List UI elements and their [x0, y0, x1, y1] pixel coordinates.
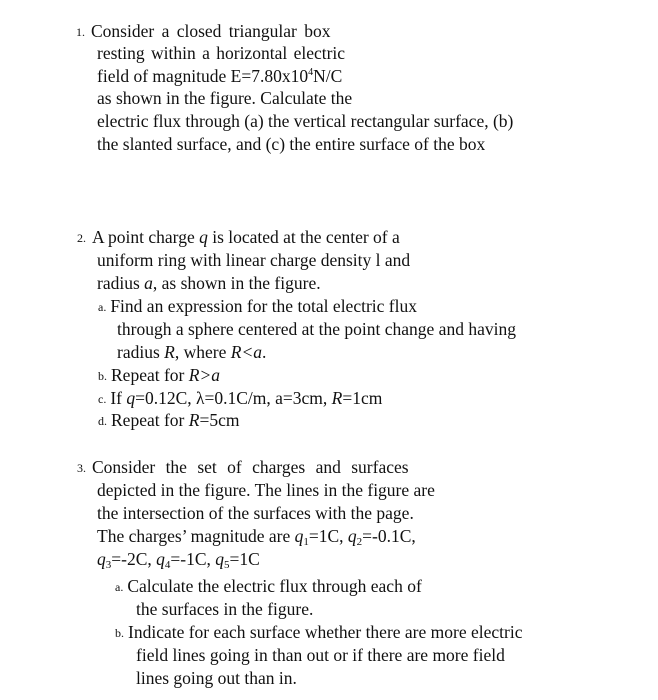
problem-1-line-3: [97, 65, 342, 87]
part-text: Indicate for each surface whether there are more electric: [128, 622, 523, 642]
problem-3-line-2: [97, 479, 435, 501]
var-q: q: [294, 526, 304, 546]
problem-3-number: 3.: [77, 461, 86, 475]
exponent: 4: [308, 67, 314, 78]
part-label: d.: [98, 414, 107, 428]
problem-3-text: =-0.1C,: [362, 526, 416, 546]
part-text: through a sphere centered at the point change and having: [117, 319, 516, 339]
part-label: c.: [98, 392, 107, 406]
part-label: a.: [98, 300, 107, 314]
part-text: .: [262, 342, 267, 362]
problem-1-line-6: [97, 133, 485, 155]
subscript: 4: [164, 559, 171, 571]
part-text: , where: [174, 342, 231, 362]
problem-1-text: the slanted surface, and (c) the entire surface of the box: [97, 134, 486, 154]
problem-3b-line-2: [136, 644, 505, 666]
var-q: q: [199, 227, 208, 247]
problem-2a-line-2: [117, 318, 516, 340]
problem-2d-line: [98, 409, 239, 432]
var-R: R: [331, 388, 343, 408]
problem-1-text: electric flux through (a) the vertical rectangular surface, (b): [97, 111, 514, 131]
part-text: field lines going in than out or if there are more field: [136, 645, 505, 665]
problem-2-line-2: [97, 249, 410, 271]
problem-1-field-text: field of magnitude E=7.80x10: [97, 66, 309, 86]
problem-3-text: =-2C,: [111, 549, 157, 569]
part-text: radius: [117, 342, 165, 362]
problem-2-text: is located at the center of a: [207, 227, 400, 247]
problem-2-text: A point charge: [92, 227, 200, 247]
problem-3a-line-2: [136, 598, 313, 620]
part-label: b.: [98, 369, 107, 383]
part-text: lines going out than in.: [136, 668, 297, 688]
subscript: 3: [105, 559, 112, 571]
part-text: Repeat for: [111, 365, 189, 385]
part-text: Find an expression for the total electric flux: [110, 296, 417, 316]
var-R: R: [188, 410, 200, 430]
problem-3-text: depicted in the figure. The lines in the figure are: [97, 480, 435, 500]
problem-3-text: The charges’ magnitude are: [97, 526, 295, 546]
var-q: q: [156, 549, 165, 569]
problem-3-line-4: [97, 525, 416, 547]
problem-2-number: 2.: [77, 231, 86, 245]
problem-2-line-3: [97, 272, 321, 294]
problem-3-text: =1C: [229, 549, 260, 569]
part-text: =5cm: [199, 410, 240, 430]
part-text: Calculate the electric flux through each of: [127, 576, 422, 596]
var-R: R: [164, 342, 175, 362]
problem-2-text: uniform ring with linear charge density l and: [97, 250, 411, 270]
problem-1-text: resting within a horizontal electric: [97, 43, 346, 63]
problem-2c-line: [98, 387, 382, 410]
problem-3b-line-3: [136, 667, 297, 689]
problem-2-text: radius: [97, 273, 145, 293]
problem-2-text: , as shown in the figure.: [152, 273, 321, 293]
problem-1-number: 1.: [76, 25, 85, 39]
var-q: q: [97, 549, 106, 569]
problem-1-text: as shown in the figure. Calculate the: [97, 88, 353, 108]
problem-3a-line-1: [115, 575, 422, 598]
problem-3-text: Consider the set of charges and surfaces: [92, 457, 409, 477]
var-q: q: [347, 526, 357, 546]
problem-1-text: Consider a closed triangular box: [91, 21, 331, 41]
subscript: 2: [356, 536, 363, 548]
part-text: Repeat for: [111, 410, 189, 430]
problem-2-line-1: [77, 226, 400, 249]
problem-3-text: the intersection of the surfaces with the page.: [97, 503, 414, 523]
problem-3-text: =-1C,: [170, 549, 216, 569]
problem-3-line-5: [97, 548, 260, 570]
subscript: 5: [224, 559, 230, 571]
problem-3b-line-1: [115, 621, 522, 644]
condition: R<a: [230, 342, 262, 362]
problem-2b-line: [98, 364, 220, 387]
problem-2a-line-3: [117, 341, 266, 363]
problem-1-line-1: [76, 20, 330, 43]
problem-3-text: =1C,: [308, 526, 348, 546]
var-q: q: [126, 388, 136, 408]
problem-3-line-1: [77, 456, 409, 479]
problem-2a-line-1: [98, 295, 417, 318]
condition: R>a: [188, 365, 220, 385]
part-text: If: [110, 388, 127, 408]
part-label: a.: [115, 580, 124, 594]
problem-3-line-3: [97, 502, 414, 524]
problem-1-line-5: [97, 110, 513, 132]
unit: N/C: [313, 66, 343, 86]
part-text: =1cm: [342, 388, 383, 408]
var-a: a: [144, 273, 153, 293]
part-label: b.: [115, 626, 124, 640]
problem-1-line-2: [97, 42, 345, 64]
part-text: =0.12C, λ=0.1C/m, a=3cm,: [135, 388, 332, 408]
subscript: 1: [303, 536, 309, 548]
var-q: q: [215, 549, 224, 569]
problem-1-line-4: [97, 87, 352, 109]
part-text: the surfaces in the figure.: [136, 599, 314, 619]
